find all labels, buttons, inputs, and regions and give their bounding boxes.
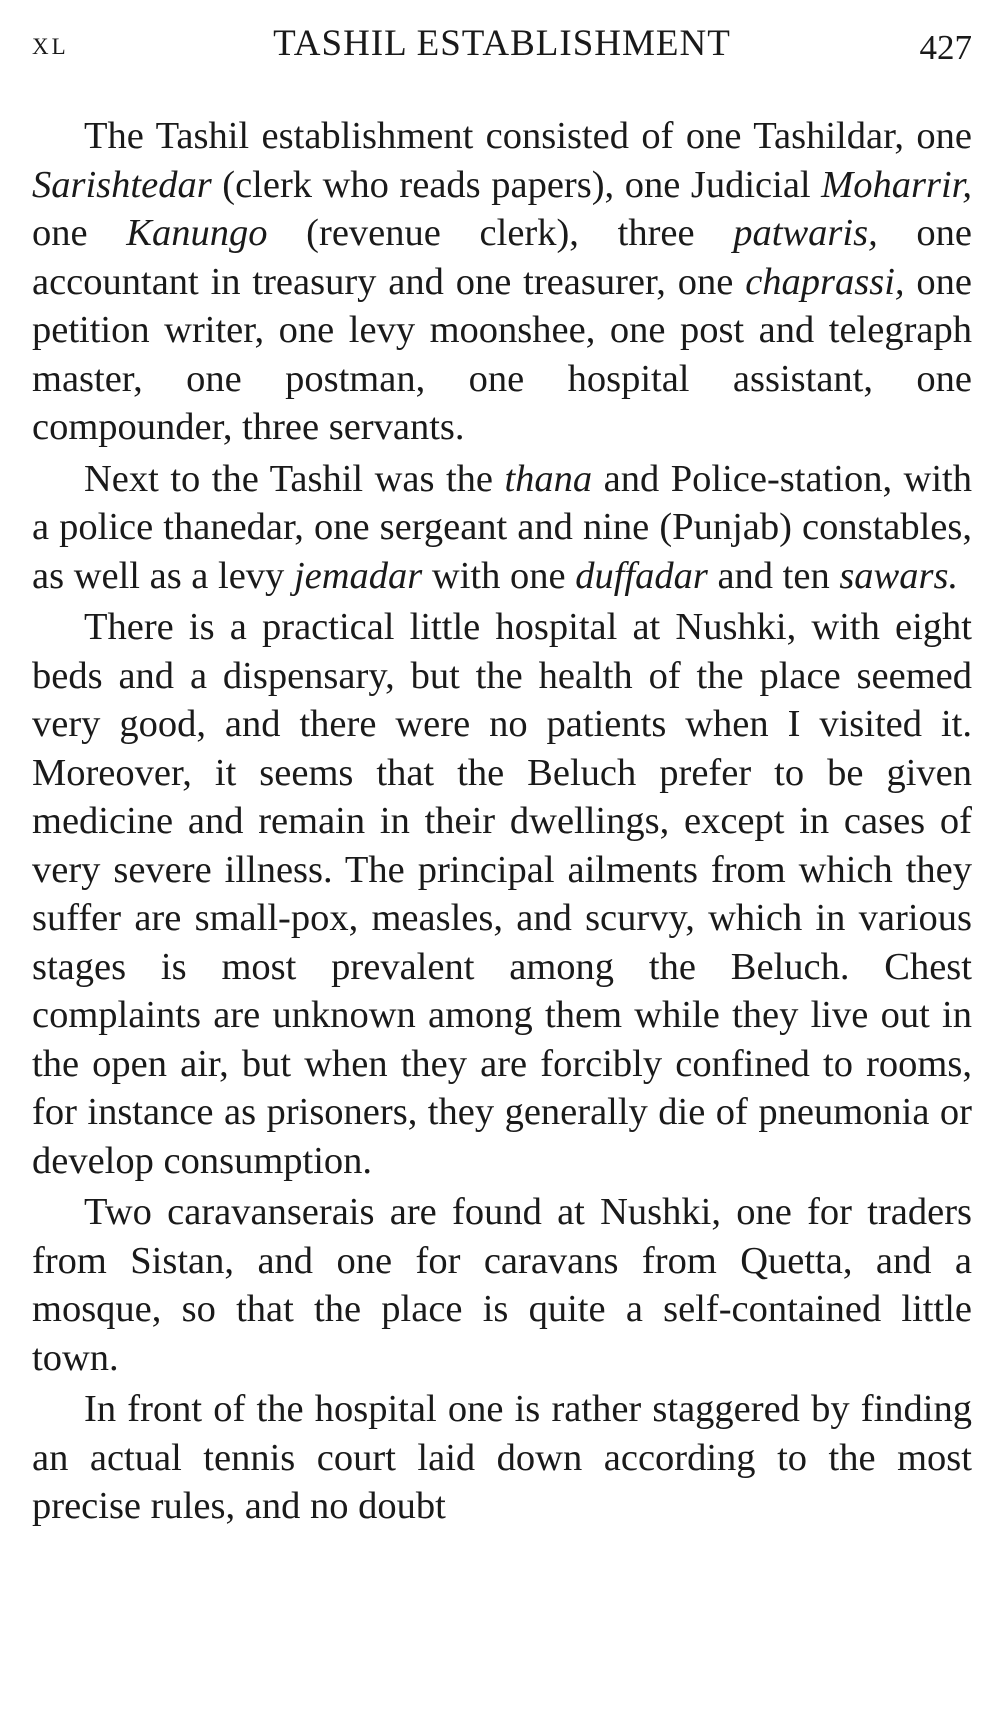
page-number: 427	[919, 28, 972, 67]
italic-term: thana	[504, 457, 593, 500]
paragraph-caravanserais: Two caravanserais are found at Nushki, one for traders from Sistan, and one for caravans from Quetta, and a mosque, so that the place is quite a self-contained little town.	[32, 1191, 972, 1379]
paragraph-tennis-court: In front of the hospital one is rather staggered by finding an actual tennis court laid down according to the most precise rules, and no doubt	[32, 1388, 972, 1527]
chapter-number: XL	[32, 34, 69, 59]
italic-term: jemadar	[293, 554, 423, 597]
italic-term: patwaris,	[733, 212, 878, 254]
running-title: TASHIL ESTABLISHMENT	[273, 23, 731, 64]
running-head	[32, 18, 972, 74]
paragraph-hospital: There is a practical little hospital at Nushki, with eight beds and a dispensary, but the health of the place seemed very good, and there were no patients when I visited it. Moreover, it seems that the Beluch prefer to be given medicine and remain in their dwellings, except in cases of very severe illness. The principal ailments from which they suffer are small-pox, measles, and scurvy, which in various stages is most prevalent among the Beluch. Chest complaints are unknown among them while they live out in the open air, but when they are forcibly confined to rooms, for instance as prisoners, they generally die of pneumonia or develop consumption.	[32, 606, 972, 1182]
italic-term: Sarishtedar	[32, 163, 212, 206]
italic-term: duffadar	[575, 554, 708, 597]
italic-term: sawars.	[839, 554, 959, 597]
body-text	[32, 112, 972, 1531]
paragraph-tashil-staff: The Tashil establishment consisted of one Tashildar, one Sarishtedar (clerk who reads papers), one Judicial Moharrir, one Kanungo (revenue clerk), three patwaris, one accountant in treasury and one treasurer, one chaprassi, one petition writer, one levy moonshee, one post and telegraph master, one postman, one hospital assistant, one compounder, three servants.	[32, 115, 972, 448]
italic-term: Kanungo	[126, 212, 268, 254]
italic-term: chaprassi,	[745, 260, 905, 303]
italic-term: Moharrir,	[821, 163, 972, 206]
paragraph-police-station: Next to the Tashil was the thana and Police-station, with a police thanedar, one sergeant and nine (Punjab) constables, as well as a levy jemadar with one duffadar and ten sawars.	[32, 457, 973, 597]
